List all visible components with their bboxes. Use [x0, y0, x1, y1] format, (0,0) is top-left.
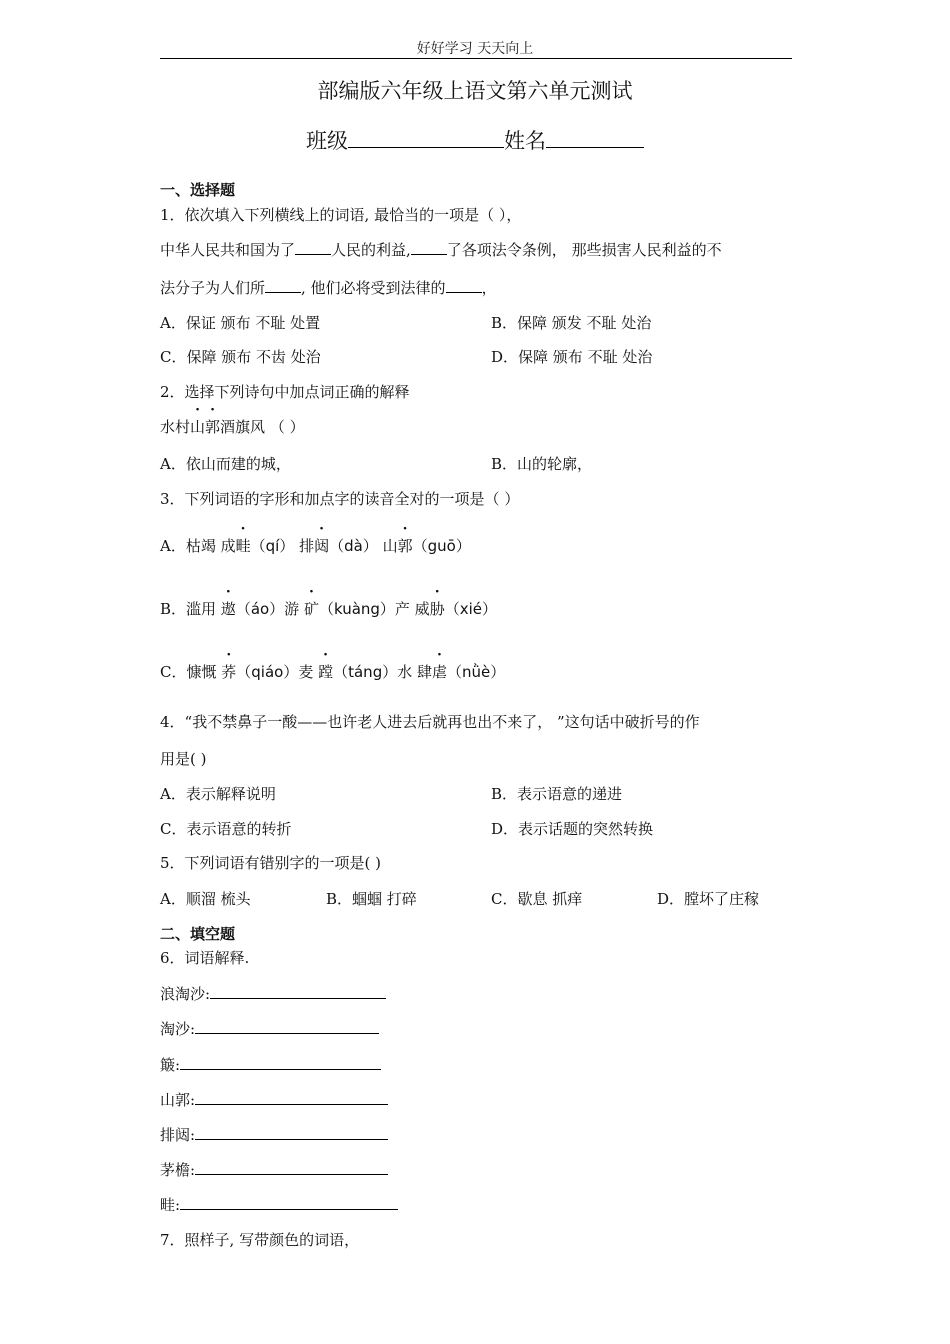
page-header: 好好学习 天天向上	[416, 41, 534, 57]
option-a[interactable]: A．顺溜 梳头	[160, 890, 251, 908]
term-label: 淘沙:	[160, 1020, 196, 1038]
dotted-char: 蹚	[318, 663, 334, 681]
option-text: A．枯竭 成	[160, 537, 236, 555]
question-stem: 7．照样子, 写带颜色的词语，	[160, 1231, 360, 1249]
question-stem-cont: 用是( )	[160, 750, 207, 768]
option-b[interactable]: B．山的轮廓，	[491, 455, 593, 473]
question-stem: 5．下列词语有错别字的一项是( )	[160, 854, 382, 872]
answer-blank[interactable]	[195, 1019, 379, 1034]
passage-text: 了各项法令条例， 那些损害人民利益的不	[446, 241, 722, 259]
passage-text: 中华人民共和国为了	[160, 241, 296, 259]
answer-blank[interactable]	[180, 1195, 398, 1210]
pinyin-text: （xié）	[444, 600, 497, 618]
dotted-char: 畦	[235, 537, 251, 555]
option-a[interactable]	[160, 535, 471, 556]
dotted-char: 郭	[397, 537, 413, 555]
question-passage-line	[160, 239, 722, 260]
dotted-char: 矿	[303, 600, 319, 618]
option-c[interactable]: C．表示语意的转折	[160, 820, 292, 838]
definition-item	[160, 1194, 398, 1215]
term-label: 排闼:	[160, 1126, 196, 1144]
poem-verse	[160, 416, 305, 437]
class-name-line	[0, 125, 950, 155]
definition-item	[160, 1159, 388, 1180]
question-stem: 6．词语解释.	[160, 949, 250, 967]
verse-text: 酒旗风 （ ）	[220, 418, 305, 436]
definition-item	[160, 1089, 388, 1110]
option-b[interactable]: B．保障 颁发 不耻 处治	[491, 314, 652, 332]
answer-blank[interactable]	[195, 1125, 388, 1140]
question-stem: 4．“我不禁鼻子一酸——也许老人进去后就再也出不来了， ”这句话中破折号的作	[160, 713, 700, 731]
question-stem: 1．依次填入下列横线上的词语, 最恰当的一项是（ ），	[160, 206, 522, 224]
option-a[interactable]: A．表示解释说明	[160, 785, 276, 803]
answer-blank[interactable]	[195, 1160, 388, 1175]
answer-blank[interactable]	[195, 1090, 388, 1105]
passage-text: 法分子为人们所	[160, 279, 266, 297]
class-label: 班级	[306, 129, 348, 153]
passage-text: 人民的利益,	[331, 241, 411, 259]
option-a[interactable]: A．依山而建的城，	[160, 455, 291, 473]
pinyin-text: （áo）游	[235, 600, 304, 618]
question-stem: 3．下列词语的字形和加点字的读音全对的一项是（ ）	[160, 490, 520, 508]
option-text: C．慷慨	[160, 663, 222, 681]
option-d[interactable]: D．膛坏了庄稼	[657, 890, 760, 908]
pinyin-text: （dà） 山	[329, 537, 398, 555]
option-b[interactable]: B．表示语意的递进	[491, 785, 623, 803]
option-d[interactable]: D．保障 颁布 不耻 处治	[491, 348, 653, 366]
answer-blank[interactable]	[210, 984, 386, 999]
option-b[interactable]: B．蝈蝈 打碎	[326, 890, 417, 908]
pinyin-text: （nǜè）	[447, 663, 506, 681]
option-c[interactable]: C．歇息 抓痒	[491, 890, 583, 908]
definition-item	[160, 983, 386, 1004]
dotted-char: 闼	[314, 537, 330, 555]
fill-blank[interactable]	[446, 278, 482, 293]
fill-blank[interactable]	[295, 240, 331, 255]
passage-text: ，	[481, 279, 497, 297]
dotted-char: 郭	[205, 418, 221, 436]
question-passage-line	[160, 277, 497, 298]
option-c[interactable]: C．保障 颁布 不齿 处治	[160, 348, 321, 366]
pinyin-text: （kuàng）产 威	[318, 600, 430, 618]
term-label: 畦:	[160, 1196, 181, 1214]
option-b[interactable]	[160, 598, 497, 619]
fill-blank[interactable]	[265, 278, 301, 293]
pinyin-text: （guō）	[412, 537, 471, 555]
term-label: 茅檐:	[160, 1161, 196, 1179]
option-a[interactable]: A．保证 颁布 不耻 处置	[160, 314, 321, 332]
term-label: 浪淘沙:	[160, 985, 211, 1003]
term-label: 山郭:	[160, 1091, 196, 1109]
option-d[interactable]: D．表示话题的突然转换	[491, 820, 654, 838]
dotted-char: 遨	[220, 600, 236, 618]
question-stem: 2．选择下列诗句中加点词正确的解释	[160, 383, 410, 401]
dotted-char: 胁	[429, 600, 445, 618]
name-blank[interactable]	[546, 127, 644, 148]
definition-item	[160, 1124, 388, 1145]
pinyin-text: （qiáo）麦	[236, 663, 319, 681]
answer-blank[interactable]	[180, 1055, 381, 1070]
term-label: 簸:	[160, 1056, 181, 1074]
dotted-char: 山	[190, 418, 206, 436]
dotted-char: 虐	[431, 663, 447, 681]
section-heading: 二、填空题	[160, 925, 236, 943]
page-title: 部编版六年级上语文第六单元测试	[317, 79, 633, 103]
class-blank[interactable]	[348, 127, 504, 148]
header-rule	[160, 58, 792, 59]
pinyin-text: （qí） 排	[250, 537, 315, 555]
definition-item	[160, 1054, 381, 1075]
name-label: 姓名	[504, 129, 546, 153]
fill-blank[interactable]	[411, 240, 447, 255]
definition-item	[160, 1018, 379, 1039]
dotted-char: 荞	[221, 663, 237, 681]
passage-text: , 他们必将受到法律的	[301, 279, 446, 297]
option-c[interactable]	[160, 661, 505, 682]
option-text: B．滥用	[160, 600, 221, 618]
section-heading: 一、选择题	[160, 181, 236, 199]
pinyin-text: （táng）水 肆	[333, 663, 432, 681]
verse-text: 水村	[160, 418, 191, 436]
